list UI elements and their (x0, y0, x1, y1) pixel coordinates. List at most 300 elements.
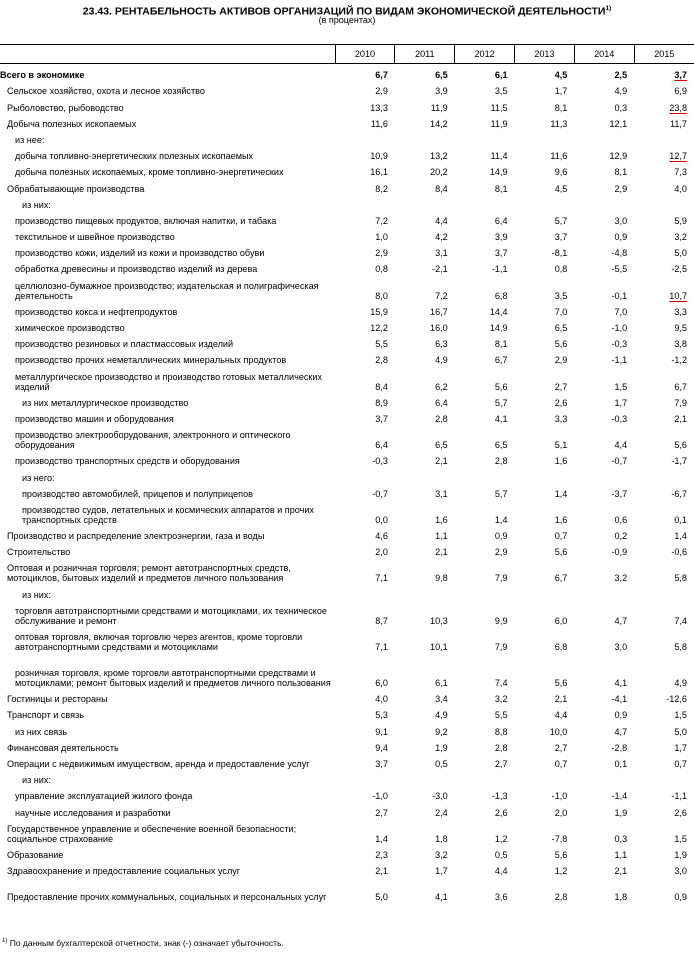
cell-value: -1,0 (551, 791, 568, 802)
cell-value: 3,1 (435, 248, 448, 259)
row-label: розничная торговля, кроме торговли автотранспортными средствами и мотоциклами; ремонт бытовых изделий и предметов личного пользования (15, 668, 331, 688)
value-cell (395, 258, 455, 274)
cell-value: 3,0 (614, 215, 628, 226)
value-cell (395, 145, 455, 161)
cell-value: 0,9 (614, 232, 628, 243)
value-cell (455, 525, 515, 541)
cell-value: 2,9 (375, 86, 388, 97)
value-cell (634, 161, 694, 177)
cell-value: 6,1 (494, 70, 508, 81)
value-cell (335, 860, 395, 876)
cell-value: 8,4 (435, 183, 448, 194)
value-cell (574, 96, 634, 112)
value-cell (515, 583, 575, 599)
cell-value: 13,2 (430, 151, 448, 162)
value-cell (395, 818, 455, 844)
cell-value: 4,9 (435, 710, 448, 721)
value-cell (515, 753, 575, 769)
cell-value: 3,8 (674, 339, 687, 350)
table-row (0, 333, 694, 349)
value-cell (515, 483, 575, 499)
cell-value: -1,1 (491, 264, 508, 275)
cell-value: 11,6 (370, 118, 388, 129)
value-cell (335, 557, 395, 583)
value-cell (395, 96, 455, 112)
cell-value: 4,4 (435, 215, 448, 226)
cell-value: 2,9 (554, 355, 568, 366)
value-cell (574, 737, 634, 753)
value-cell (574, 801, 634, 817)
value-cell (455, 483, 515, 499)
cell-value: 1,1 (435, 531, 448, 542)
row-label: Образование (7, 849, 64, 860)
value-cell (515, 242, 575, 258)
cell-value: 3,3 (674, 306, 687, 317)
cell-value: 6,0 (375, 678, 388, 688)
cell-value: 3,4 (435, 694, 448, 705)
value-cell (574, 274, 634, 300)
row-label: из них: (22, 775, 51, 786)
cell-value: 4,1 (614, 678, 628, 688)
value-cell (574, 769, 634, 785)
cell-value: 12,9 (609, 151, 628, 162)
cell-value: 4,2 (435, 232, 448, 243)
cell-value: 9,9 (494, 615, 508, 626)
value-cell (634, 424, 694, 450)
cell-value: 2,7 (494, 758, 508, 769)
cell-value: 15,9 (370, 306, 388, 317)
value-cell (634, 194, 694, 210)
value-cell (335, 483, 395, 499)
value-cell (574, 258, 634, 274)
value-cell (335, 769, 395, 785)
row-label: производство автомобилей, прицепов и полуприцепов (22, 488, 253, 499)
value-cell (515, 194, 575, 210)
row-label: Финансовая деятельность (7, 742, 119, 753)
row-label: Операции с недвижимым имуществом, аренда и предоставление услуг (7, 758, 310, 769)
cell-value: 7,3 (674, 167, 687, 178)
value-cell (455, 349, 515, 365)
value-cell (574, 161, 634, 177)
value-cell (335, 80, 395, 96)
cell-value: 1,4 (375, 833, 388, 844)
value-cell (515, 274, 575, 300)
footnote-mark: 1) (2, 938, 8, 944)
cell-value: 3,9 (435, 86, 448, 97)
value-cell (455, 392, 515, 408)
value-cell (455, 161, 515, 177)
value-cell (395, 737, 455, 753)
value-cell (634, 129, 694, 145)
value-cell (335, 145, 395, 161)
value-cell (335, 818, 395, 844)
value-cell (455, 720, 515, 736)
value-cell (574, 365, 634, 391)
value-cell (335, 317, 395, 333)
value-cell (335, 113, 395, 129)
value-cell (455, 64, 515, 81)
table-row (0, 737, 694, 753)
value-cell (634, 499, 694, 525)
value-cell (574, 600, 634, 626)
row-label: из них металлургическое производство (22, 397, 189, 408)
value-cell (634, 704, 694, 720)
value-cell (335, 525, 395, 541)
row-label: оптовая торговля, включая торговлю через агентов, кроме торговли автотранспортными средствами и мотоциклами (15, 632, 303, 652)
value-cell (395, 194, 455, 210)
value-cell (574, 194, 634, 210)
cell-value: 8,2 (375, 183, 388, 194)
value-cell (455, 466, 515, 482)
cell-value: 4,1 (494, 413, 508, 424)
header-row (0, 45, 694, 64)
value-cell (515, 704, 575, 720)
cell-value: -5,5 (611, 264, 628, 275)
value-cell (455, 818, 515, 844)
value-cell (574, 483, 634, 499)
table-row (0, 450, 694, 466)
value-cell (455, 129, 515, 145)
value-cell (574, 392, 634, 408)
table-row (0, 258, 694, 274)
value-cell (634, 333, 694, 349)
value-cell (395, 483, 455, 499)
cell-value: 8,8 (494, 726, 508, 737)
value-cell (515, 64, 575, 81)
cell-value: 6,7 (494, 355, 508, 366)
row-label: добыча топливно-энергетических полезных ископаемых (15, 151, 254, 162)
table-subheading-row (0, 583, 694, 599)
cell-value: 6,9 (674, 86, 687, 97)
value-cell (335, 600, 395, 626)
cell-value: 3,2 (435, 849, 448, 860)
cell-value: 6,0 (554, 615, 568, 626)
cell-value: 4,1 (435, 892, 448, 903)
value-cell (515, 161, 575, 177)
cell-value: 13,3 (370, 102, 388, 113)
value-cell (634, 688, 694, 704)
value-cell (455, 258, 515, 274)
value-cell (515, 226, 575, 242)
cell-value: 12,2 (370, 323, 388, 333)
cell-value: 1,7 (554, 86, 568, 97)
table-row (0, 626, 694, 652)
value-cell (515, 129, 575, 145)
value-cell (634, 64, 694, 81)
value-cell (574, 753, 634, 769)
row-label: из них связь (15, 726, 68, 737)
value-cell (515, 818, 575, 844)
value-cell (515, 844, 575, 860)
value-cell (395, 753, 455, 769)
row-label: химическое производство (15, 323, 125, 333)
value-cell (395, 769, 455, 785)
value-cell (455, 652, 515, 688)
value-cell (395, 860, 455, 876)
value-cell (574, 626, 634, 652)
row-label: производство транспортных средств и оборудования (15, 456, 240, 467)
value-cell (395, 365, 455, 391)
footnote (2, 936, 284, 949)
row-label: производство машин и оборудования (15, 413, 174, 424)
value-cell (395, 450, 455, 466)
cell-value: 14,4 (489, 306, 508, 317)
table-row (0, 785, 694, 801)
cell-value: 5,8 (674, 642, 687, 652)
cell-value: 7,2 (375, 215, 388, 226)
cell-value: 9,5 (674, 323, 687, 333)
value-cell (574, 80, 634, 96)
value-cell (515, 392, 575, 408)
cell-value: 4,4 (614, 440, 628, 451)
row-label: Добыча полезных ископаемых (7, 118, 137, 129)
row-label: производство кожи, изделий из кожи и производство обуви (15, 248, 265, 259)
row-label: Сельское хозяйство, охота и лесное хозяйство (7, 86, 205, 97)
value-cell (335, 242, 395, 258)
cell-value: -0,1 (611, 290, 628, 301)
value-cell (335, 720, 395, 736)
table-row (0, 801, 694, 817)
row-label: производство судов, летательных и космических аппаратов и прочих транспортных средств (22, 504, 314, 525)
cell-value: 5,7 (494, 488, 508, 499)
cell-value: 5,0 (674, 248, 687, 259)
value-cell (455, 844, 515, 860)
table-row (0, 96, 694, 112)
cell-value: -7,8 (551, 833, 568, 844)
cell-value: 2,7 (375, 807, 388, 818)
value-cell (515, 96, 575, 112)
table-subheading-row (0, 129, 694, 145)
cell-value: 3,2 (494, 694, 508, 705)
cell-value: 4,9 (614, 86, 628, 97)
value-cell (574, 876, 634, 902)
cell-value: 2,1 (614, 866, 628, 877)
value-cell (335, 499, 395, 525)
value-cell (574, 688, 634, 704)
value-cell (335, 258, 395, 274)
cell-value: 0,6 (614, 514, 628, 525)
value-cell (455, 704, 515, 720)
cell-value: 1,2 (494, 833, 508, 844)
value-cell (574, 652, 634, 688)
cell-value: 7,2 (435, 290, 448, 301)
value-cell (335, 541, 395, 557)
cell-value: -1,4 (611, 791, 628, 802)
cell-value: 6,7 (554, 573, 568, 584)
cell-value: 2,8 (494, 456, 508, 467)
value-cell (335, 704, 395, 720)
value-cell (574, 844, 634, 860)
cell-value: 3,9 (494, 232, 508, 243)
cell-value: 23,8 (669, 102, 687, 113)
value-cell (574, 583, 634, 599)
cell-value: 3,6 (494, 892, 508, 903)
value-cell (574, 466, 634, 482)
cell-value: 4,0 (674, 183, 687, 194)
value-cell (455, 274, 515, 300)
cell-value: 1,8 (614, 892, 628, 903)
cell-value: 11,6 (550, 151, 568, 162)
row-label: Государственное управление и обеспечение военной безопасности; социальное страхование (7, 823, 297, 844)
table-row (0, 600, 694, 626)
value-cell (634, 626, 694, 652)
cell-value: 9,4 (375, 742, 388, 753)
cell-value: 2,1 (435, 456, 448, 467)
value-cell (515, 258, 575, 274)
value-cell (335, 274, 395, 300)
value-cell (515, 525, 575, 541)
value-cell (574, 317, 634, 333)
cell-value: 1,1 (614, 849, 628, 860)
cell-value: 0,5 (435, 758, 448, 769)
value-cell (574, 129, 634, 145)
value-cell (634, 242, 694, 258)
value-cell (515, 801, 575, 817)
cell-value: 2,9 (375, 248, 388, 259)
value-cell (455, 145, 515, 161)
row-label: из него: (22, 472, 55, 483)
value-cell (634, 258, 694, 274)
value-cell (574, 720, 634, 736)
value-cell (515, 688, 575, 704)
row-label: производство электрооборудования, электронного и оптического оборудования (15, 430, 291, 451)
value-cell (634, 96, 694, 112)
cell-value: 5,1 (554, 440, 568, 451)
cell-value: 2,1 (435, 547, 448, 558)
value-cell (574, 145, 634, 161)
value-cell (515, 769, 575, 785)
cell-value: 4,9 (435, 355, 448, 366)
value-cell (634, 317, 694, 333)
cell-value: 12,7 (669, 151, 687, 162)
cell-value: 4,5 (554, 183, 568, 194)
cell-value: 9,6 (554, 167, 568, 178)
cell-value: 2,1 (375, 866, 388, 877)
cell-value: 2,6 (494, 807, 508, 818)
cell-value: 0,1 (614, 758, 628, 769)
cell-value: -1,2 (671, 355, 687, 366)
cell-value: 4,5 (554, 70, 568, 81)
table-row (0, 541, 694, 557)
cell-value: 8,7 (375, 615, 388, 626)
cell-value: 5,6 (674, 440, 687, 451)
cell-value: 10,0 (549, 726, 568, 737)
row-label: Производство и распределение электроэнергии, газа и воды (7, 531, 265, 542)
table-subheading-row (0, 194, 694, 210)
cell-value: 7,0 (614, 306, 628, 317)
cell-value: 0,2 (614, 531, 628, 542)
cell-value: 4,7 (614, 726, 628, 737)
value-cell (395, 801, 455, 817)
value-cell (515, 349, 575, 365)
cell-value: 2,0 (554, 807, 568, 818)
cell-value: -1,1 (671, 791, 687, 802)
cell-value: 1,4 (554, 488, 568, 499)
value-cell (574, 704, 634, 720)
value-cell (395, 704, 455, 720)
cell-value: 4,9 (674, 678, 687, 688)
cell-value: 4,0 (375, 694, 388, 705)
value-cell (634, 392, 694, 408)
value-cell (395, 876, 455, 902)
cell-value: 5,6 (554, 849, 568, 860)
cell-value: 1,6 (435, 514, 448, 525)
value-cell (395, 844, 455, 860)
cell-value: 11,9 (430, 102, 448, 113)
cell-value: 3,3 (554, 413, 568, 424)
row-label: производство прочих неметаллических минеральных продуктов (15, 355, 287, 366)
cell-value: 7,0 (554, 306, 568, 317)
value-cell (515, 860, 575, 876)
value-cell (634, 818, 694, 844)
value-cell (455, 785, 515, 801)
cell-value: 5,8 (674, 573, 687, 584)
cell-value: 8,1 (614, 167, 628, 178)
cell-value: 3,7 (375, 413, 388, 424)
row-label: из нее: (15, 134, 45, 145)
cell-value: 7,4 (674, 615, 687, 626)
cell-value: 1,8 (435, 833, 448, 844)
value-cell (335, 466, 395, 482)
cell-value: 7,9 (494, 573, 508, 584)
cell-value: 0,3 (614, 102, 628, 113)
value-cell (515, 626, 575, 652)
value-cell (455, 96, 515, 112)
cell-value: 7,9 (494, 642, 508, 652)
cell-value: 1,7 (674, 742, 687, 753)
cell-value: -6,7 (671, 488, 687, 499)
value-cell (455, 210, 515, 226)
cell-value: 9,2 (435, 726, 448, 737)
table-row (0, 876, 694, 902)
row-label: производство пищевых продуктов, включая напитки, и табака (15, 215, 277, 226)
value-cell (515, 210, 575, 226)
cell-value: 0,1 (674, 514, 687, 525)
value-cell (574, 424, 634, 450)
value-cell (574, 860, 634, 876)
value-cell (574, 541, 634, 557)
cell-value: 2,8 (494, 742, 508, 753)
table-row (0, 483, 694, 499)
header-year: 2010 (335, 45, 395, 64)
value-cell (574, 113, 634, 129)
cell-value: 1,2 (554, 866, 568, 877)
value-cell (455, 242, 515, 258)
row-label: Транспорт и связь (7, 710, 84, 721)
cell-value: 2,9 (494, 547, 508, 558)
cell-value: 6,5 (435, 440, 448, 451)
value-cell (395, 652, 455, 688)
cell-value: 20,2 (430, 167, 448, 178)
cell-value: -1,0 (611, 323, 628, 333)
table-subheading-row (0, 769, 694, 785)
value-cell (395, 226, 455, 242)
cell-value: 8,1 (554, 102, 568, 113)
value-cell (395, 466, 455, 482)
cell-value: 2,8 (554, 892, 568, 903)
value-cell (634, 600, 694, 626)
value-cell (395, 349, 455, 365)
cell-value: 1,6 (554, 514, 568, 525)
value-cell (634, 844, 694, 860)
value-cell (335, 583, 395, 599)
cell-value: 2,1 (674, 413, 687, 424)
table-row (0, 652, 694, 688)
cell-value: 6,4 (435, 397, 448, 408)
value-cell (395, 333, 455, 349)
cell-value: 1,6 (554, 456, 568, 467)
cell-value: 2,9 (614, 183, 628, 194)
